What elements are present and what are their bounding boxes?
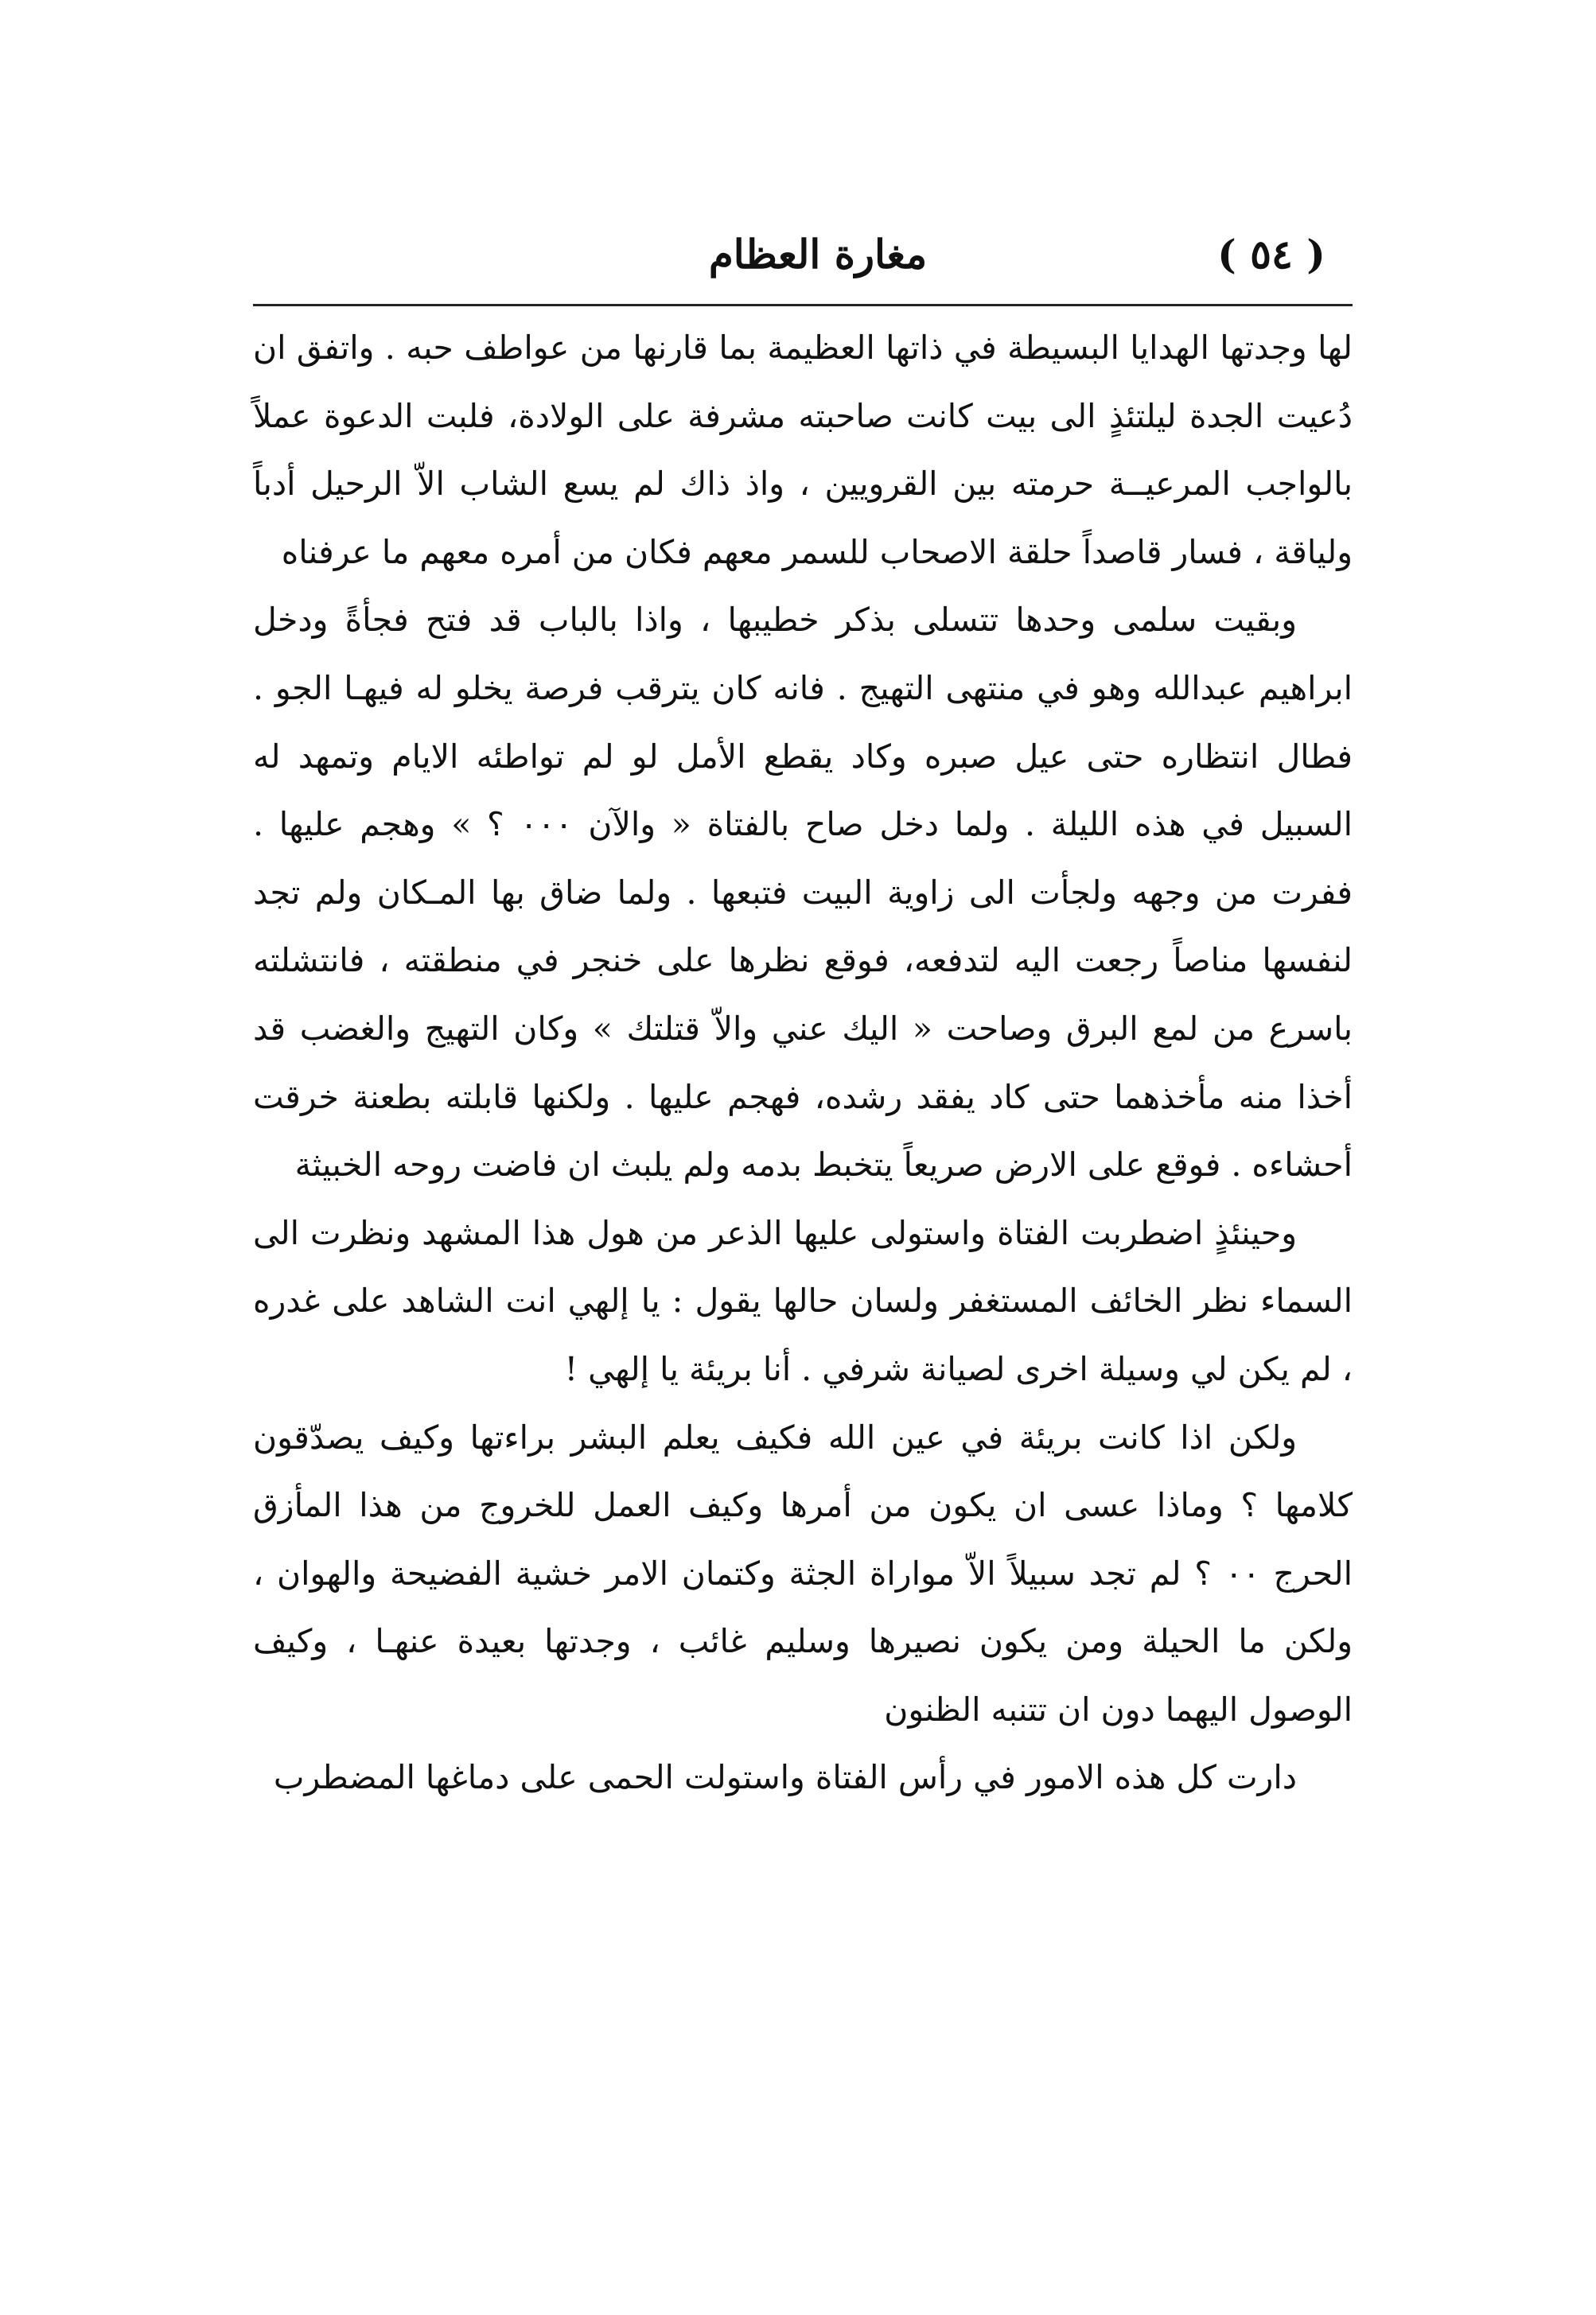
paragraph: لها وجدتها الهدايا البسيطة في ذاتها العظيمة بما قارنها من عواطف حبه . واتفق ان دُعيت الجدة ليلتئذٍ الى بيت كانت صاحبته مشرفة على الولادة، فلبت الدعوة عملاً بالواجب المرعيــة حرمته بين القرويين ، واذ ذاك لم يسع الشاب الاّ الرحيل أدباً ولياقة ، فسار قاصداً حلقة الاصحاب للسمر معهم فكان من أمره معهم ما عرفناه (253, 329, 1353, 571)
paragraph: دارت كل هذه الامور في رأس الفتاة واستولت الحمى على دماغها المضطرب (273, 1758, 1297, 1797)
paragraph: وبقيت سلمى وحدها تتسلى بذكر خطيبها ، واذا بالباب قد فتح فجأةً ودخل ابراهيم عبدالله وهو في منتهى التهيج . فانه كان يترقب فرصة يخلو له فيهـا الجو . فطال انتظاره حتى عيل صبره وكاد يقطع الأمل لو لم تواطئه الايام وتمهد له السبيل في هذه الليلة . ولما دخل صاح بالفتاة « والآن ٠٠٠ ؟ » وهجم عليها . ففرت من وجهه ولجأت الى زاوية البيت فتبعها . ولما ضاق بها المـكان ولم تجد لنفسها مناصاً رجعت اليه لتدفعه، فوقع نظرها على خنجر في منطقته ، فانتشلته باسرع من لمع البرق وصاحت « اليك عني والاّ قتلتك » وكان التهيج والغضب قد أخذا منه مأخذهما حتى كاد يفقد رشده، فهجم عليها . ولكنها قابلته بطعنة خرقت أحشاءه . فوقع على الارض صريعاً يتخبط بدمه ولم يلبث ان فاضت روحه الخبيثة (253, 601, 1353, 1185)
page-number: ( ٥٤ ) (1217, 231, 1325, 278)
running-title: مغارة العظام (708, 231, 928, 278)
paragraph: ولكن اذا كانت بريئة في عين الله فكيف يعلم البشر براءتها وكيف يصدّقون كلامها ؟ وماذا عسى ان يكون من أمرها وكيف العمل للخروج من هذا المأزق الحرج ٠٠ ؟ لم تجد سبيلاً الاّ مواراة الجثة وكتمان الامر خشية الفضيحة والهوان ، ولكن ما الحيلة ومن يكون نصيرها وسليم غائب ، وجدتها بعيدة عنهـا ، وكيف الوصول اليهما دون ان تتنبه الظنون (253, 1418, 1353, 1729)
paragraph: وحينئذٍ اضطربت الفتاة واستولى عليها الذعر من هول هذا المشهد ونظرت الى السماء نظر الخائف المستغفر ولسان حالها يقول : يا إلهي انت الشاهد على غدره ، لم يكن لي وسيلة اخرى لصيانة شرفي . أنا بريئة يا إلهي ! (253, 1213, 1353, 1388)
page-header (253, 231, 1353, 302)
header-rule (253, 304, 1353, 306)
body-text (253, 314, 1353, 1812)
